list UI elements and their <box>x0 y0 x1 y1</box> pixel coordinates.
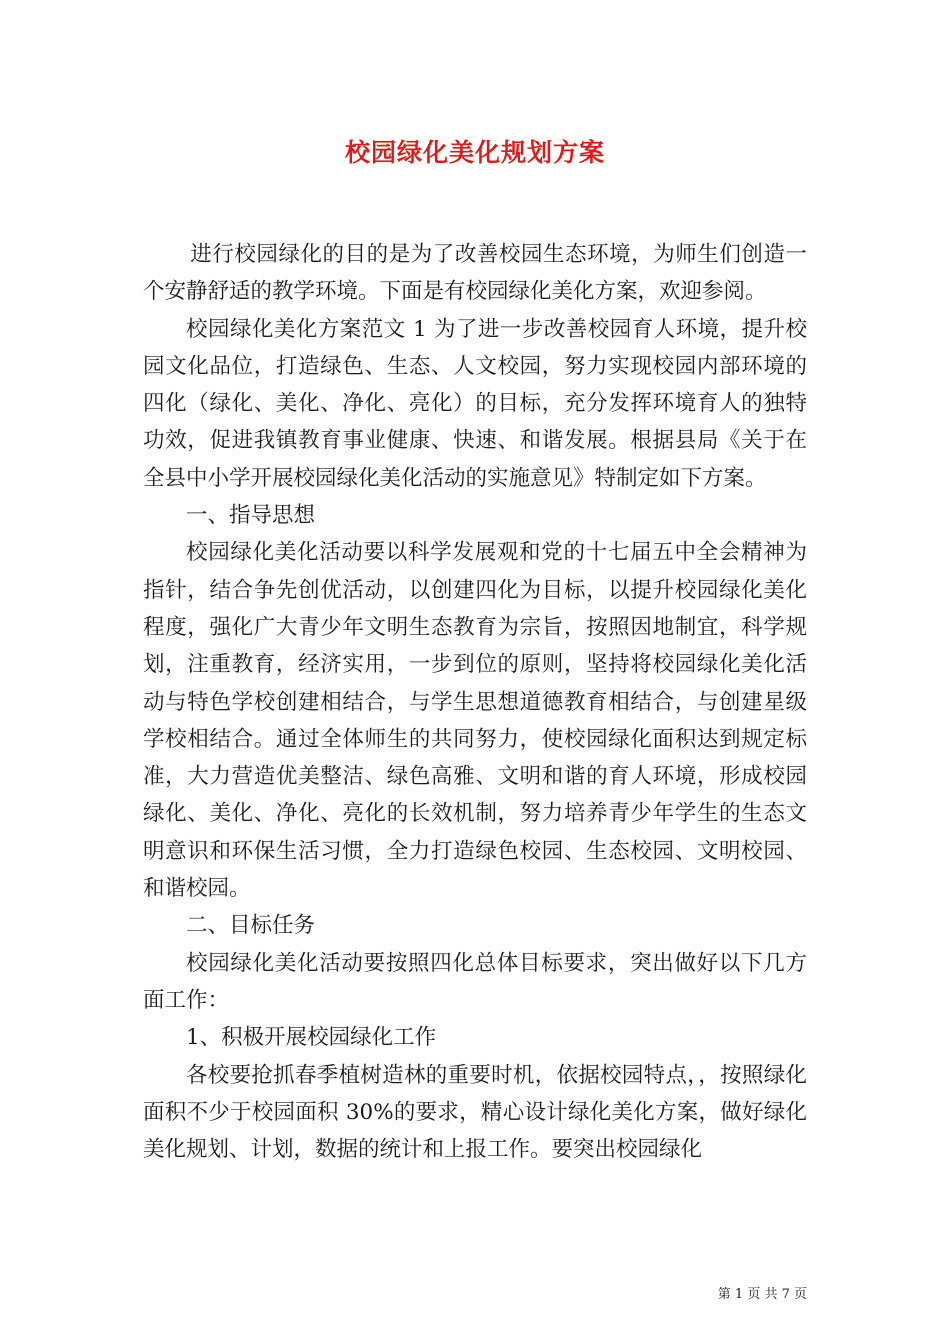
document-title: 校园绿化美化规划方案 <box>344 138 605 167</box>
section-heading-guiding-thought: 一、指导思想 <box>186 503 316 529</box>
greening-paragraph: 各校要抢抓春季植树造林的重要时机，依据校园特点，，按照绿化面积不少于校园面积 30%的要求，精心设计绿化美化方案，做好绿化美化规划、计划，数据的统计和上报工作。要突出校园绿化 <box>143 1062 807 1163</box>
document-body <box>143 236 807 1168</box>
guiding-thought-paragraph: 校园绿化美化活动要以科学发展观和党的十七届五中全会精神为指针，结合争先创优活动，以创建四化为目标，以提升校园绿化美化程度，强化广大青少年文明生态教育为宗旨，按照因地制宜，科学规划，注重教育，经济实用，一步到位的原则，坚持将校园绿化美化活动与特色学校创建相结合，与学生思想道德教育相结合，与创建星级学校相结合。通过全体师生的共同努力，使校园绿化面积达到规定标准，大力营造优美整洁、绿色高雅、文明和谐的育人环境，形成校园绿化、美化、净化、亮化的长效机制，努力培养青少年学生的生态文明意识和环保生活习惯，全力打造绿色校园、生态校园、文明校园、和谐校园。 <box>143 540 807 902</box>
page-number: 第 1 页 共 7 页 <box>717 1287 807 1302</box>
sample-paragraph: 校园绿化美化方案范文 1 为了进一步改善校园育人环境，提升校园文化品位，打造绿色、生态、人文校园，努力实现校园内部环境的四化（绿化、美化、净化、亮化）的目标，充分发挥环境育人的独特功效，促进我镇教育事业健康、快速、和谐发展。根据县局《关于在全县中小学开展校园绿化美化活动的实施意见》特制定如下方案。 <box>143 316 807 491</box>
section-heading-goals: 二、目标任务 <box>186 913 316 939</box>
intro-paragraph: 进行校园绿化的目的是为了改善校园生态环境，为师生们创造一个安静舒适的教学环境。下面是有校园绿化美化方案，欢迎参阅。 <box>143 242 807 305</box>
goals-paragraph: 校园绿化美化活动要按照四化总体目标要求，突出做好以下几方面工作： <box>143 950 807 1013</box>
subsection-heading-greening: 1、积极开展校园绿化工作 <box>186 1025 437 1051</box>
